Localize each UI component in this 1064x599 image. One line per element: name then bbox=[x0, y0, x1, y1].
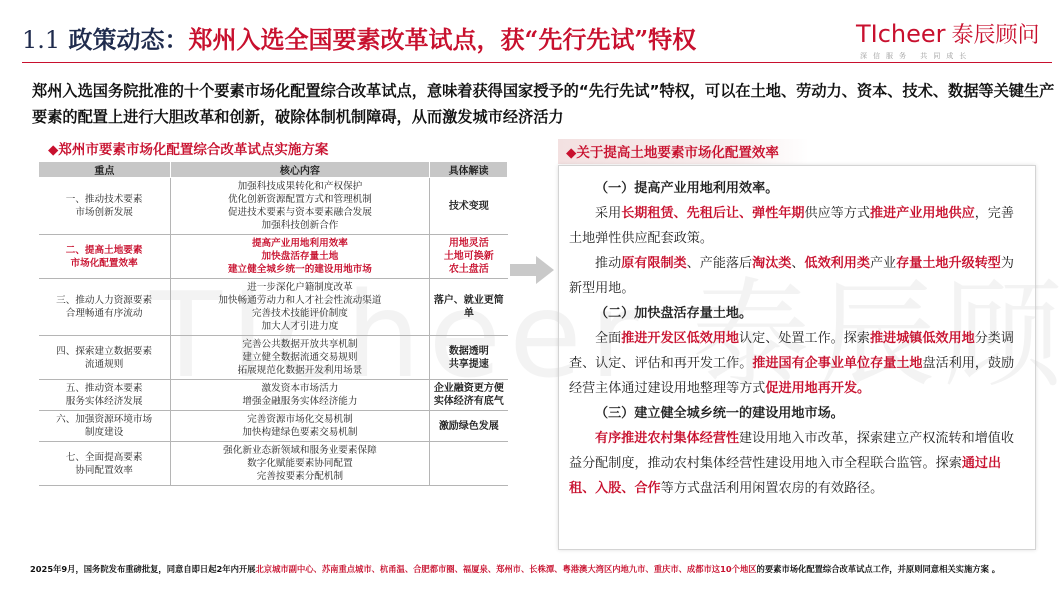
paragraph-2 bbox=[569, 251, 1021, 301]
title-lead: 政策动态： bbox=[68, 25, 189, 54]
table-header-row bbox=[39, 162, 508, 178]
body-text: 产业 bbox=[869, 256, 897, 271]
row-key-cell: 四、探索建立数据要素 流通规则 bbox=[39, 336, 171, 380]
right-arrow-icon bbox=[510, 256, 554, 284]
paragraph-1 bbox=[569, 201, 1021, 251]
body-text: 全面 bbox=[595, 331, 622, 346]
subheading-3: （三）建立健全城乡统一的建设用地市场。 bbox=[595, 406, 844, 421]
intro-paragraph: 郑州入选国务院批准的十个要素市场化配置综合改革试点，意味着获得国家授予的“先行先试”特权，可以在土地、劳动力、资本、技术、数据等关键生产要素的配置上进行大胆改革和创新，破除体制机制障碍，从而激发城市经济活力 bbox=[32, 82, 1055, 126]
logo-tagline: 深信服务 共同成长 bbox=[860, 52, 973, 60]
table-row bbox=[39, 235, 508, 279]
body-text: 、 bbox=[791, 256, 805, 271]
brand-logo bbox=[856, 18, 1056, 62]
row-content-cell: 提高产业用地利用效率 加快盘活存量土地 建立健全城乡统一的建设用地市场 bbox=[170, 235, 429, 279]
row-key-cell: 二、提高土地要素 市场化配置效率 bbox=[39, 235, 171, 279]
table-row bbox=[39, 279, 508, 336]
body-text: 推动 bbox=[595, 256, 622, 271]
highlight-text: 存量土地升级转型 bbox=[896, 256, 1001, 271]
footnote bbox=[30, 563, 1030, 575]
highlight-text: 推进产业用地供应 bbox=[869, 206, 975, 221]
row-content-cell: 加强科技成果转化和产权保护 优化创新资源配置方式和管理机制 促进技术要素与资本要素融合发展 加强科技创新合作 bbox=[170, 178, 429, 235]
table-row bbox=[39, 336, 508, 380]
col-header-key: 重点 bbox=[39, 162, 171, 178]
body-text: 建设用地入市改革，探索建立产权流转和增值收益分配制度，推动农村集体经营性建设用地入市全程联合监管。探索 bbox=[569, 431, 1014, 471]
row-interp-cell: 激励绿色发展 bbox=[430, 411, 508, 442]
highlight-text: 有序推进农村集体经营性 bbox=[595, 431, 740, 446]
row-key-cell: 五、推动资本要素 服务实体经济发展 bbox=[39, 380, 171, 411]
row-key-cell: 七、全面提高要素 协同配置效率 bbox=[39, 442, 171, 486]
body-text: 的要素市场化配置综合改革试点工作，并原则同意相关实施方案 。 bbox=[756, 564, 1001, 574]
row-content-cell: 完善资源市场化交易机制 加快构建绿色要素交易机制 bbox=[170, 411, 429, 442]
page-title bbox=[22, 20, 696, 55]
paragraph-3 bbox=[569, 326, 1021, 401]
row-interp-cell: 数据透明 共享提速 bbox=[430, 336, 508, 380]
title-highlight: 郑州入选全国要素改革试点，获“先行先试”特权 bbox=[188, 25, 697, 54]
body-text: 2025年9月，国务院发布重磅批复，同意自即日起2年内开展 bbox=[30, 564, 256, 574]
highlight-text: 推进国有企事业单位存量土地 bbox=[752, 356, 923, 371]
logo-brand: TIcheer bbox=[856, 20, 946, 48]
title-divider bbox=[22, 62, 1052, 63]
body-text: 为新型用地。 bbox=[569, 256, 1014, 296]
col-header-interp: 具体解读 bbox=[430, 162, 508, 178]
row-interp-cell: 用地灵活 土地可换新 农土盘活 bbox=[430, 235, 508, 279]
row-content-cell: 完善公共数据开放共享机制 建立健全数据流通交易规则 拓展规范化数据开发利用场景 bbox=[170, 336, 429, 380]
logo-wordmark bbox=[856, 18, 1056, 49]
col-header-content: 核心内容 bbox=[170, 162, 429, 178]
row-content-cell: 进一步深化户籍制度改革 加快畅通劳动力和人才社会性流动渠道 完善技术技能评价制度 加大人才引进力度 bbox=[170, 279, 429, 336]
highlight-text: 通过出租、入股、合作 bbox=[569, 456, 1002, 496]
reform-plan-table bbox=[38, 161, 508, 486]
highlight-text: 促进用地再开发。 bbox=[765, 381, 871, 396]
row-interp-cell bbox=[430, 442, 508, 486]
subheading-1: （一）提高产业用地利用效率。 bbox=[595, 181, 779, 196]
highlight-text: 低效利用类 bbox=[804, 256, 870, 271]
highlight-text: 推进城镇低效用地 bbox=[869, 331, 975, 346]
table-row bbox=[39, 380, 508, 411]
body-text: 盘活利用，鼓励经营主体通过建设用地整理等方式 bbox=[569, 356, 1015, 396]
highlight-text: 推进开发区低效用地 bbox=[621, 331, 740, 346]
right-section-heading: ◆关于提高土地要素市场化配置效率 bbox=[558, 139, 809, 164]
row-content-cell: 激发资本市场活力 增强金融服务实体经济能力 bbox=[170, 380, 429, 411]
highlight-text: 原有限制类 bbox=[621, 256, 687, 271]
logo-brand-cn: 泰辰顾问 bbox=[951, 23, 1040, 48]
row-interp-cell: 企业融资更方便 实体经济有底气 bbox=[430, 380, 508, 411]
body-text: 认定、处置工作。探索 bbox=[739, 331, 870, 346]
body-text: 、产能落后 bbox=[686, 256, 753, 271]
subheading-2: （二）加快盘活存量土地。 bbox=[595, 306, 753, 321]
row-content-cell: 强化新业态新领域和服务业要素保障 数字化赋能要素协同配置 完善按要素分配机制 bbox=[170, 442, 429, 486]
row-key-cell: 一、推动技术要素 市场创新发展 bbox=[39, 178, 171, 235]
paragraph-4 bbox=[569, 426, 1021, 501]
body-text: 采用 bbox=[595, 206, 622, 221]
row-key-cell: 三、推动人力资源要素 合理畅通有序流动 bbox=[39, 279, 171, 336]
body-text: ，完善土地弹性供应配套政策。 bbox=[569, 206, 1014, 246]
highlight-text: 北京城市副中心、苏南重点城市、杭甬温、合肥都市圈、福厦泉、郑州市、长株潭、粤港澳大湾区内地九市、重庆市、成都市这10个地区 bbox=[255, 564, 757, 574]
table-row bbox=[39, 442, 508, 486]
row-interp-cell: 落户、就业更简单 bbox=[430, 279, 508, 336]
body-text: 等方式盘活利用闲置农房的有效路径。 bbox=[660, 481, 884, 496]
body-text: 分类调查、认定、评估和再开发工作。 bbox=[569, 331, 1014, 371]
row-interp-cell: 技术变现 bbox=[430, 178, 508, 235]
land-policy-panel bbox=[558, 165, 1036, 550]
left-section-heading: ◆郑州市要素市场化配置综合改革试点实施方案 bbox=[48, 142, 329, 158]
body-text: 供应等方式 bbox=[804, 206, 870, 221]
table-row bbox=[39, 411, 508, 442]
title-number: 1.1 bbox=[22, 26, 61, 54]
table-row bbox=[39, 178, 508, 235]
row-key-cell: 六、加强资源环境市场 制度建设 bbox=[39, 411, 171, 442]
highlight-text: 长期租赁、先租后让、弹性年期 bbox=[621, 206, 805, 221]
highlight-text: 淘汰类 bbox=[752, 256, 792, 271]
